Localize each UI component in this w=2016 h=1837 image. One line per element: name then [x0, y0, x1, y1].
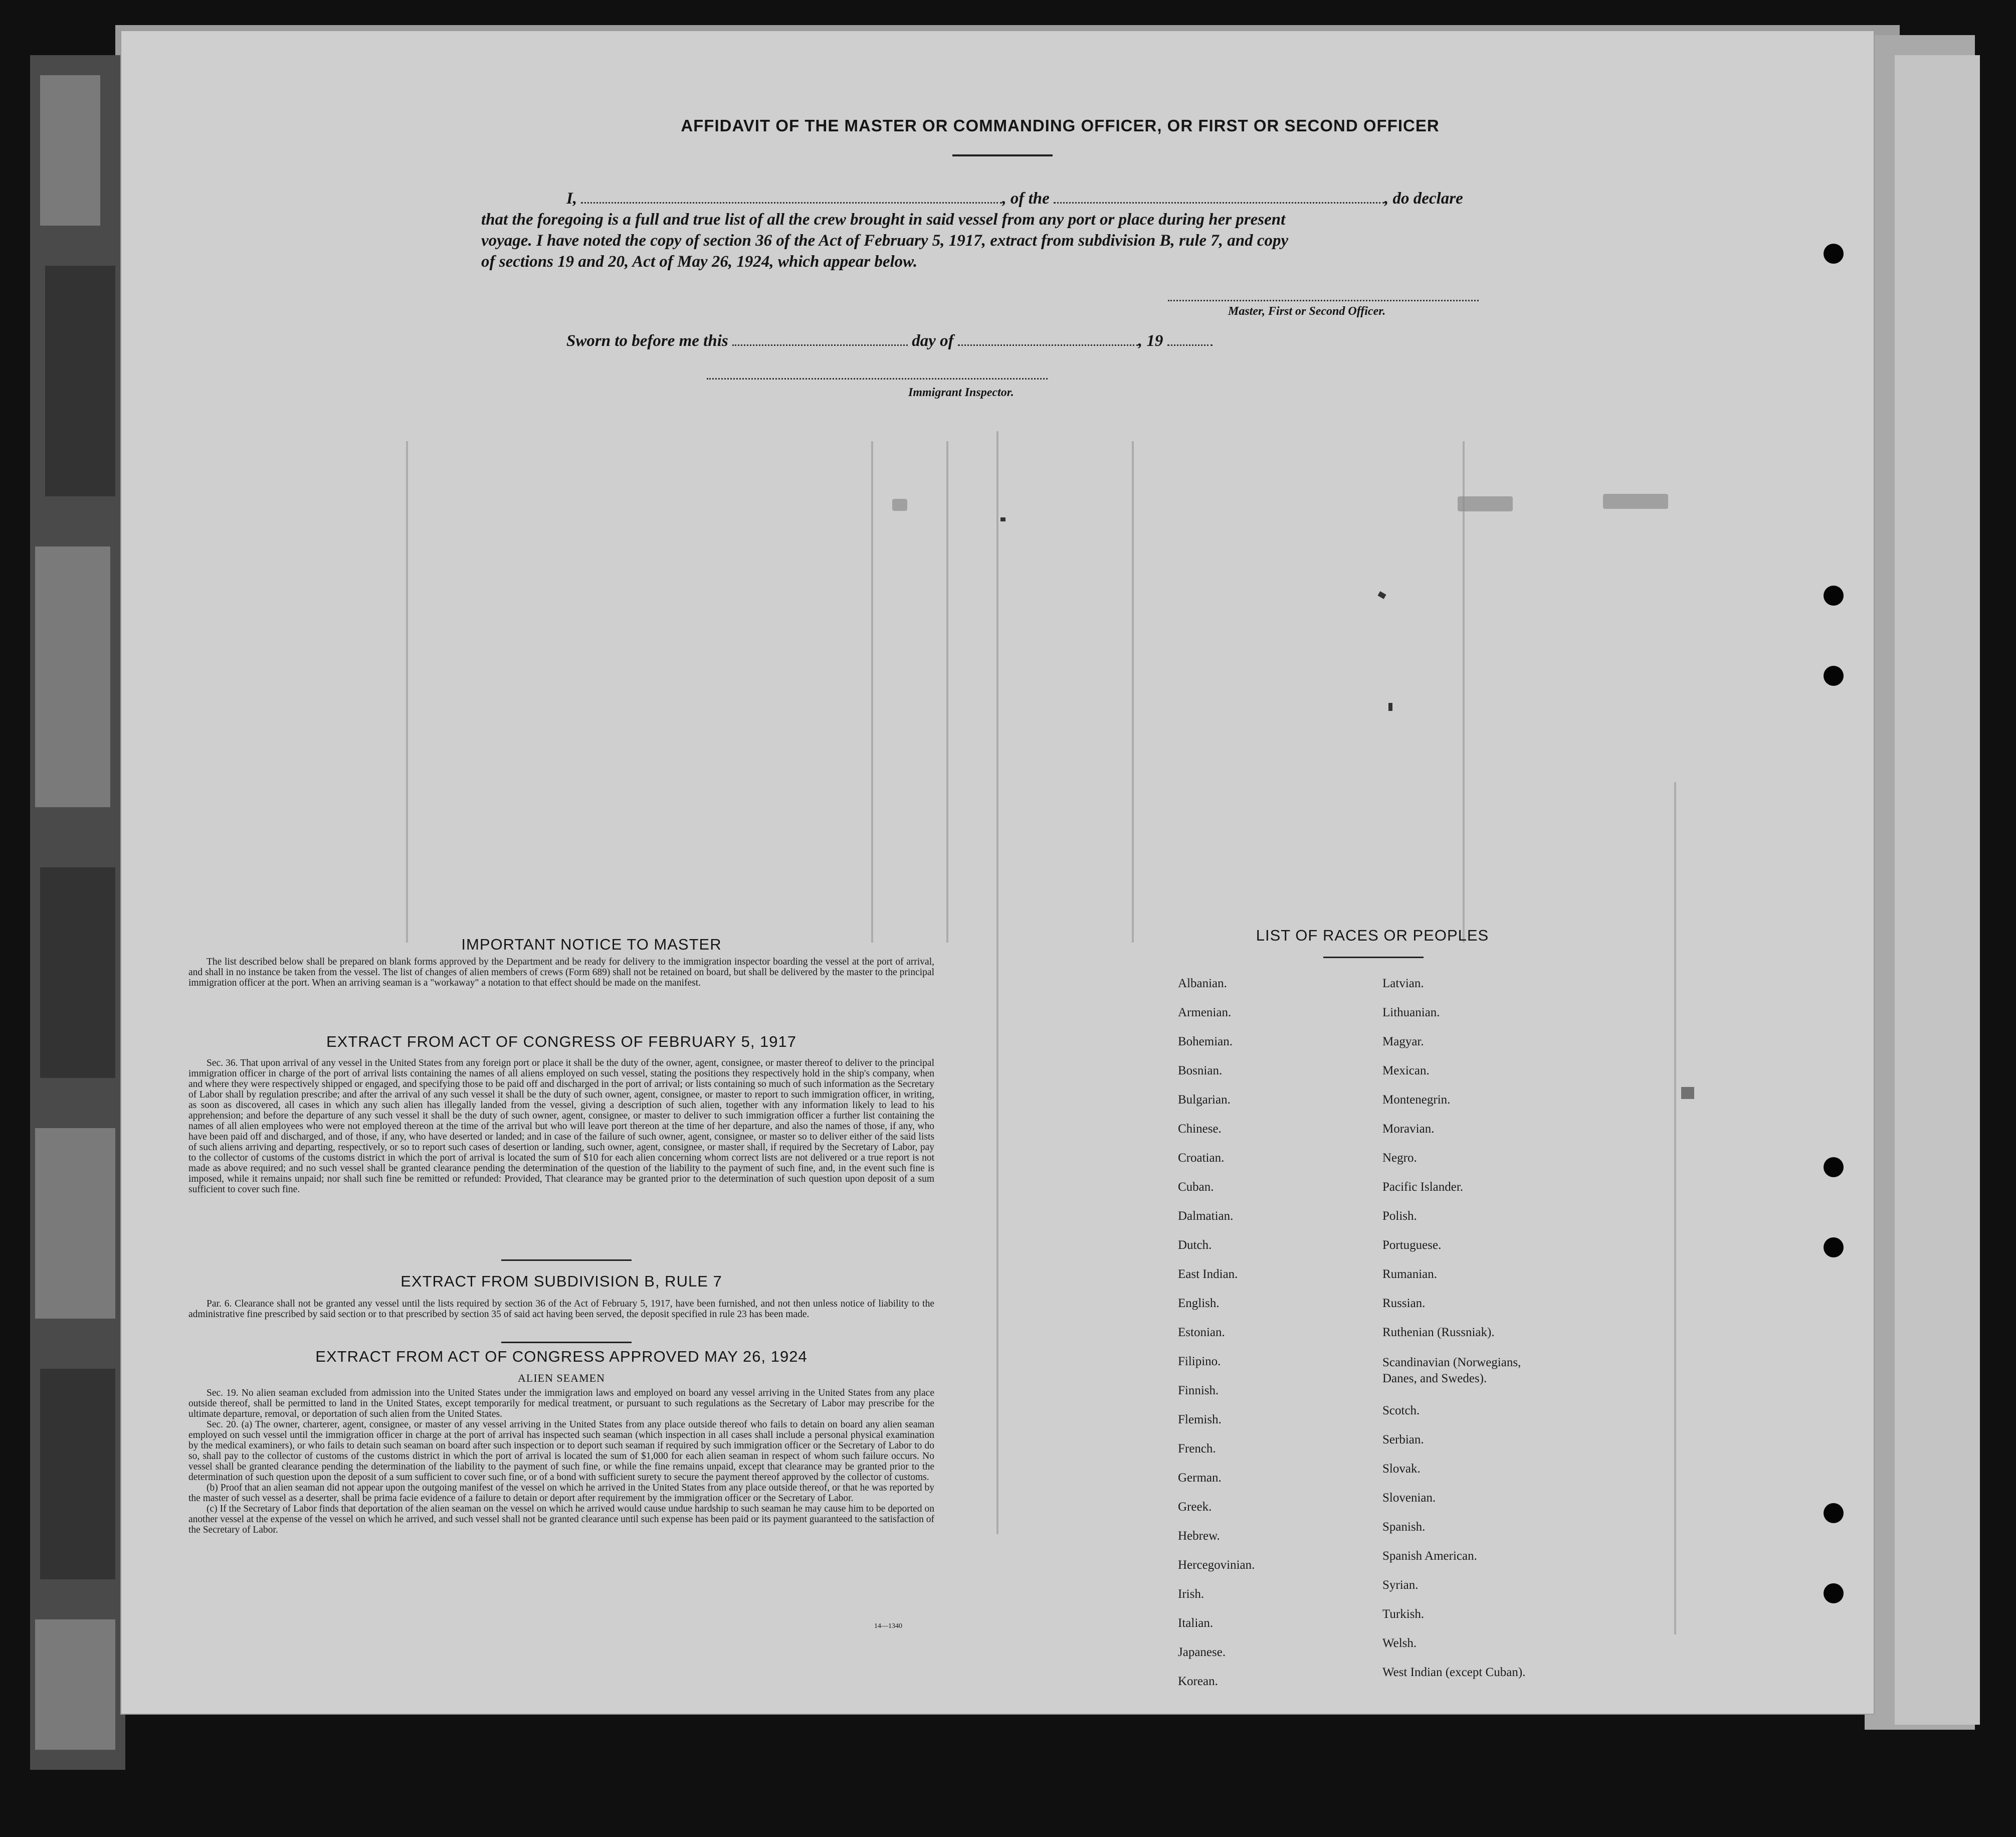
- race-item: Serbian.: [1382, 1433, 1424, 1446]
- binder-tab: [35, 1128, 115, 1319]
- section-19-paragraph: Sec. 19. No alien seaman excluded from admission into the United States under the immigration laws and employed on board any vessel arriving in the United States from any place outside thereof, shall be permitted to land in the United States, except temporarily for medical treatment, or pursuant to such regulations as the Secretary of Labor may prescribe for the ultimate departure, removal, or deportation of such alien from the United States.: [188, 1388, 934, 1419]
- race-item: Syrian.: [1382, 1578, 1419, 1592]
- column-rule: [1132, 441, 1134, 943]
- race-item: Italian.: [1178, 1616, 1214, 1630]
- race-item: Hercegovinian.: [1178, 1558, 1255, 1572]
- race-item: Latvian.: [1382, 977, 1424, 990]
- sworn-month-blank: [958, 344, 1138, 346]
- extract-1917-body: [188, 1058, 934, 1195]
- race-item: Croatian.: [1178, 1151, 1225, 1165]
- sworn-prefix: Sworn to before me this: [566, 332, 728, 350]
- race-item: Pacific Islander.: [1382, 1180, 1464, 1194]
- name-blank: [581, 202, 1002, 204]
- inspector-signature-line: [707, 378, 1048, 380]
- race-item: Ruthenian (Russniak).: [1382, 1326, 1495, 1339]
- notice-paragraph: The list described below shall be prepared on blank forms approved by the Department and be ready for delivery to the immigration inspector boarding the vessel at the port of arrival, and shall in no instance be taken from the vessel. The list of changes of alien members of crews (Form 689) shall not be retained on board, but shall be delivered by the master to the principal immigration officer at the port. When an arriving seaman is a "workaway" a notation to that effect should be made on the manifest.: [188, 957, 934, 988]
- race-item: English.: [1178, 1297, 1220, 1310]
- race-item: Japanese.: [1178, 1645, 1226, 1659]
- race-item: Bulgarian.: [1178, 1093, 1231, 1107]
- races-title-rule: [1323, 957, 1424, 958]
- form-page: [120, 30, 1875, 1715]
- ink-speck: [1388, 703, 1392, 711]
- section-divider: [501, 1259, 632, 1261]
- column-rule: [996, 431, 998, 1534]
- race-item: Dutch.: [1178, 1238, 1212, 1252]
- faint-stamp: [1603, 494, 1668, 509]
- master-signature-caption: Master, First or Second Officer.: [1228, 305, 1386, 318]
- race-item: East Indian.: [1178, 1267, 1238, 1281]
- race-item: Slovak.: [1382, 1462, 1421, 1476]
- race-item: Montenegrin.: [1382, 1093, 1451, 1107]
- race-item: Slovenian.: [1382, 1491, 1436, 1505]
- binder-tab: [35, 1619, 115, 1750]
- race-item: Scandinavian (Norwegians, Danes, and Swedes).: [1382, 1356, 1521, 1385]
- alien-seamen-subtitle: ALIEN SEAMEN: [518, 1372, 605, 1384]
- binder-tab: [45, 266, 115, 496]
- ink-speck: [1000, 517, 1005, 521]
- binder-tab: [35, 546, 110, 807]
- race-item: Albanian.: [1178, 977, 1227, 990]
- extract-1924-title: EXTRACT FROM ACT OF CONGRESS APPROVED MAY 26, 1924: [315, 1348, 808, 1365]
- ink-speck: [1681, 1087, 1694, 1099]
- races-title: LIST OF RACES OR PEOPLES: [1256, 927, 1489, 944]
- column-rule: [946, 441, 948, 943]
- race-item: Dalmatian.: [1178, 1209, 1234, 1223]
- race-item: Korean.: [1178, 1675, 1218, 1688]
- race-item: West Indian (except Cuban).: [1382, 1666, 1526, 1679]
- race-item: Greek.: [1178, 1500, 1212, 1514]
- race-item: Finnish.: [1178, 1384, 1219, 1397]
- section-divider: [501, 1342, 632, 1343]
- binder-tab: [40, 75, 100, 226]
- sworn-day-blank: [732, 344, 908, 346]
- back-sheet-right-edge-outer: [1895, 55, 1980, 1725]
- section-20b-paragraph: (b) Proof that an alien seaman did not appear upon the outgoing manifest of the vessel on which he arrived in the United States from any place outside thereof, or that he was reported by the master of such vessel as a deserter, shall be prima facie evidence of a failure to detain or deport after requirement by the immigration officer or the Secretary of Labor.: [188, 1483, 934, 1504]
- affidavit-title: AFFIDAVIT OF THE MASTER OR COMMANDING OFFICER, OR FIRST OR SECOND OFFICER: [681, 116, 1440, 135]
- affidavit-line-3: voyage. I have noted the copy of section 36 of the Act of February 5, 1917, extract from subdivision B, rule 7, and copy: [481, 232, 1289, 250]
- punch-hole: [1824, 1583, 1844, 1603]
- affidavit-line-2: that the foregoing is a full and true list of all the crew brought in said vessel from any port or place during her present: [481, 211, 1286, 229]
- punch-hole: [1824, 1503, 1844, 1523]
- race-item: Irish.: [1178, 1587, 1204, 1601]
- punch-hole: [1824, 244, 1844, 264]
- race-item: Spanish.: [1382, 1520, 1426, 1534]
- title-rule: [952, 154, 1053, 156]
- race-item: Russian.: [1382, 1297, 1426, 1310]
- affidavit-i-label: I,: [566, 190, 577, 208]
- punch-hole: [1824, 1237, 1844, 1257]
- column-rule: [1463, 441, 1465, 943]
- notice-body: [188, 957, 934, 988]
- affidavit-of-the-label: , of the: [1002, 190, 1050, 208]
- race-item: Mexican.: [1382, 1064, 1430, 1077]
- race-item: French.: [1178, 1442, 1216, 1455]
- section-20c-paragraph: (c) If the Secretary of Labor finds that deportation of the alien seaman on the vessel on which he arrived would cause undue hardship to such seaman he may cause him to be deported on another vessel at the expense of the vessel on which he arrived, and such vessel shall not be granted clearance until such expense has been paid or its payment guaranteed to the satisfaction of the Secretary of Labor.: [188, 1504, 934, 1535]
- faint-stamp: [892, 499, 907, 511]
- binder-strip: [30, 55, 125, 1770]
- punch-hole: [1824, 586, 1844, 606]
- section-36-paragraph: Sec. 36. That upon arrival of any vessel in the United States from any foreign port or place it shall be the duty of the owner, agent, consignee, or master thereof to deliver to the principal immigration officer in charge of the port of arrival lists containing the names of all aliens employed on such vessel, stating the positions they respectively hold in the ship's company, when and where they were respectively shipped or engaged, and specifying those to be paid off and discharged in the port of arrival; or lists containing so much of such information as the Secretary of Labor shall by regulation prescribe; and after the arrival of any such vessel it shall be the duty of such owner, agent, consignee, or master to report to such immigration officer, in writing, as soon as discovered, all cases in which any such alien has illegally landed from the vessel, giving a description of such alien, together with any information likely to lead to his apprehension; and before the departure of any such vessel it shall be the duty of such owner, agent, consignee, or master to deliver to such immigration officer a further list containing the names of all alien employees who were not employed thereon at the time of the arrival but who will leave port thereon at the time of her departure, and also the names of those, if any, who have been paid off and discharged, and of those, if any, who have deserted or landed; and in case of the failure of such owner, agent, consignee, or master so to deliver either of the said lists of such aliens arriving and departing, respectively, or so to report such cases of desertion or landing, such owner, agent, consignee, or master shall, if required by the Secretary of Labor, pay to the collector of customs of the customs district in which the port of arrival is located the sum of $10 for each alien concerning whom correct lists are not delivered or a true report is not made as above required; and no such vessel shall be granted clearance pending the determination of the question of the liability to the payment of such fine, and, in the event such fine is imposed, while it remains unpaid; nor shall such fine be remitted or refunded: Provided, That clearance may be granted prior to the determination of such question upon deposit of a sum sufficient to cover such fine.: [188, 1058, 934, 1195]
- sworn-year-blank: [1167, 344, 1213, 346]
- race-item: Magyar.: [1382, 1035, 1424, 1048]
- punch-hole: [1824, 666, 1844, 686]
- binder-tab: [40, 867, 115, 1078]
- extract-1917-title: EXTRACT FROM ACT OF CONGRESS OF FEBRUARY 5, 1917: [326, 1033, 797, 1050]
- race-item: Negro.: [1382, 1151, 1417, 1165]
- column-rule: [406, 441, 408, 943]
- race-item: Rumanian.: [1382, 1267, 1438, 1281]
- race-item: Estonian.: [1178, 1326, 1225, 1339]
- ink-speck: [1377, 591, 1386, 599]
- sworn-line: [566, 332, 1213, 350]
- race-item: German.: [1178, 1471, 1222, 1485]
- affidavit-line-1: [566, 190, 1463, 208]
- binder-tab: [40, 1369, 115, 1579]
- form-number: 14—1340: [874, 1622, 902, 1630]
- sworn-day-of-label: day of: [912, 332, 954, 350]
- race-item: Welsh.: [1382, 1636, 1417, 1650]
- column-rule: [1674, 782, 1676, 1634]
- master-signature-line: [1168, 300, 1479, 301]
- extract-rule7-body: [188, 1299, 934, 1320]
- race-item: Bohemian.: [1178, 1035, 1233, 1048]
- affidavit-line-4: of sections 19 and 20, Act of May 26, 1924, which appear below.: [481, 253, 918, 271]
- race-item: Lithuanian.: [1382, 1006, 1440, 1019]
- race-item: Turkish.: [1382, 1607, 1425, 1621]
- affidavit-do-declare-label: , do declare: [1384, 190, 1463, 208]
- sworn-year-label: , 19: [1138, 332, 1163, 350]
- notice-title: IMPORTANT NOTICE TO MASTER: [461, 936, 722, 953]
- race-item: Cuban.: [1178, 1180, 1214, 1194]
- race-item: Scotch.: [1382, 1404, 1420, 1417]
- extract-rule7-title: EXTRACT FROM SUBDIVISION B, RULE 7: [400, 1272, 722, 1290]
- race-item: Moravian.: [1382, 1122, 1435, 1136]
- rule7-paragraph: Par. 6. Clearance shall not be granted any vessel until the lists required by section 36 of the Act of February 5, 1917, have been furnished, and not then unless notice of liability to the administrative fine prescribed by said section or to that prescribed by section 35 of said act having been served, the deposit specified in rule 23 has been made.: [188, 1299, 934, 1320]
- race-item: Filipino.: [1178, 1355, 1221, 1368]
- punch-hole: [1824, 1157, 1844, 1177]
- column-rule: [871, 441, 873, 943]
- race-item: Portuguese.: [1382, 1238, 1442, 1252]
- race-item: Bosnian.: [1178, 1064, 1223, 1077]
- race-item: Hebrew.: [1178, 1529, 1220, 1543]
- race-item: Spanish American.: [1382, 1549, 1477, 1563]
- section-20a-paragraph: Sec. 20. (a) The owner, charterer, agent, consignee, or master of any vessel arriving in the United States from any place outside thereof who fails to detain on board any alien seaman employed on such vessel until the immigration officer in charge at the port of arrival has inspected such seaman (which inspection in all cases shall include a personal physical examination by the medical examiners), or who fails to detain such seaman on board after such inspection or to deport such seaman if required by such immigration officer or the Secretary of Labor to do so, shall pay to the collector of customs of the customs district in which the port of arrival is located the sum of $1,000 for each alien seaman in respect of whom such failure occurs. No vessel shall be granted clearance pending the determination of the liability to the payment of such fine, or while the fine remains unpaid, except that clearance may be granted prior to the determination of such question upon the deposit of a sum sufficient to cover such fine, or of a bond with sufficient surety to secure the payment thereof approved by the collector of customs.: [188, 1419, 934, 1483]
- race-item: Chinese.: [1178, 1122, 1222, 1136]
- extract-1924-body: [188, 1388, 934, 1535]
- vessel-blank: [1054, 202, 1384, 204]
- race-item: Armenian.: [1178, 1006, 1232, 1019]
- race-item: Flemish.: [1178, 1413, 1222, 1426]
- race-item: Polish.: [1382, 1209, 1417, 1223]
- inspector-signature-caption: Immigrant Inspector.: [908, 386, 1014, 399]
- faint-stamp: [1458, 496, 1513, 511]
